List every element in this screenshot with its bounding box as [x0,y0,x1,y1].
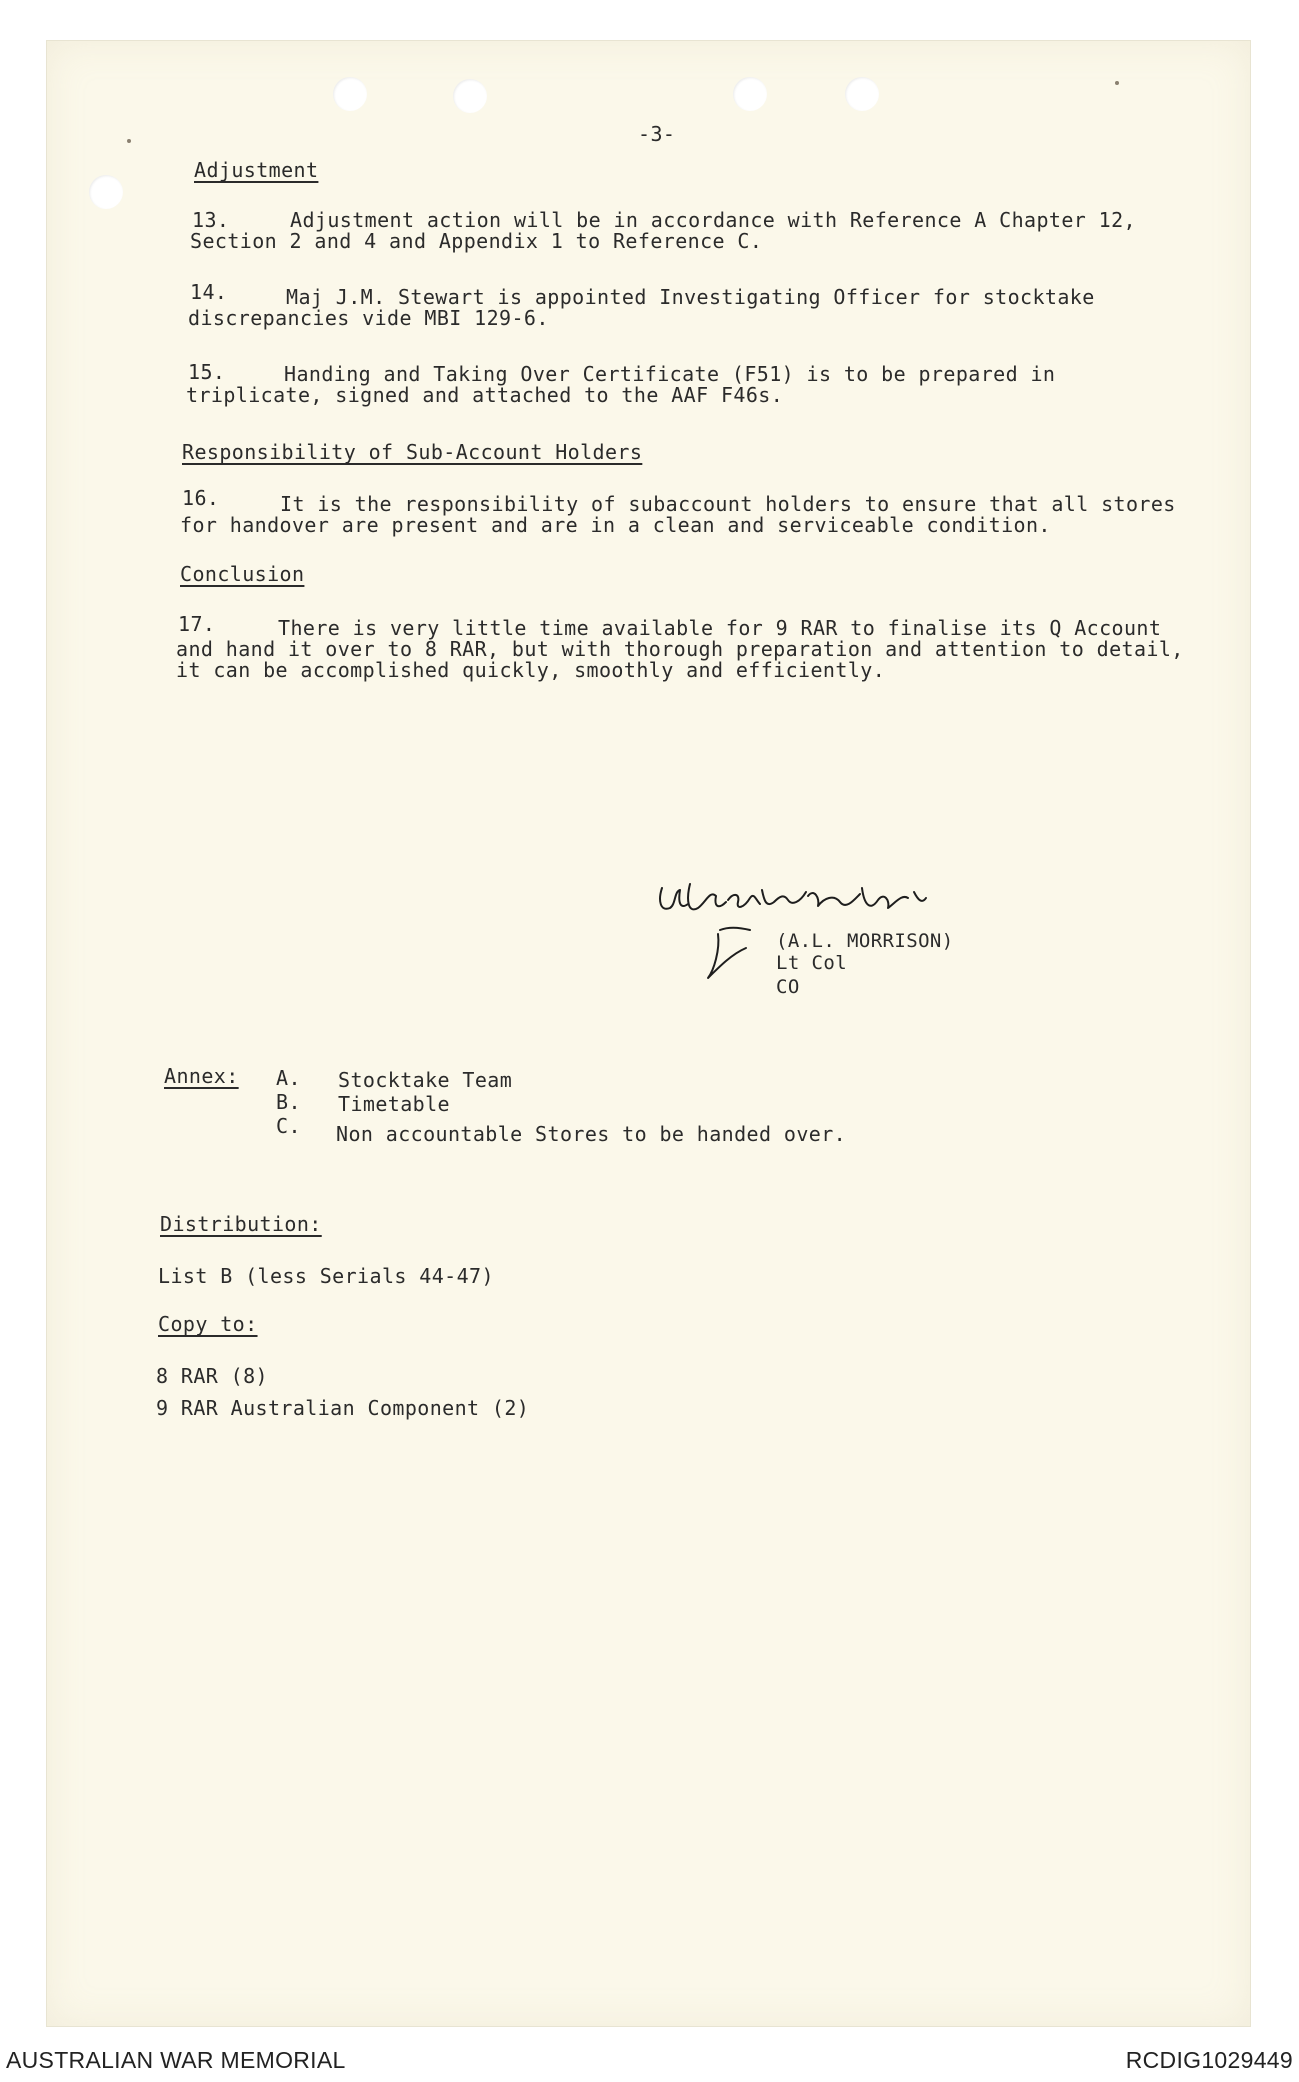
para-17-line-2: and hand it over to 8 RAR, but with thorough preparation and attention to detail, [176,637,1184,661]
punch-hole [845,77,879,111]
para-16-line-1: It is the responsibility of subaccount holders to ensure that all stores [280,492,1176,516]
para-13-line-1: Adjustment action will be in accordance with Reference A Chapter 12, [290,208,1136,232]
signatory-rank: Lt Col [776,952,848,974]
para-13-number: 13. [192,208,230,232]
paper-speck [1115,81,1119,85]
punch-hole [89,175,123,209]
para-17 [176,618,1184,681]
heading-conclusion: Conclusion [180,562,305,586]
para-17-line-3: it can be accomplished quickly, smoothly and efficiently. [176,658,886,682]
para-15-line-2: triplicate, signed and attached to the AAF F46s. [186,383,784,407]
para-14-line-1: Maj J.M. Stewart is appointed Investigating Officer for stocktake [286,285,1095,309]
para-15-line-1: Handing and Taking Over Certificate (F51) is to be prepared in [284,362,1056,386]
para-16-number: 16. [182,486,220,510]
document-page [46,40,1251,2027]
heading-adjustment: Adjustment [194,158,319,182]
para-16 [180,494,1176,536]
copy-to-item: 9 RAR Australian Component (2) [156,1396,530,1420]
annex-item-a-text: Stocktake Team [338,1068,513,1092]
para-15-number: 15. [188,360,226,384]
annex-item-c-letter: C. [276,1114,301,1138]
para-14 [188,287,1095,329]
footer-archive-name: AUSTRALIAN WAR MEMORIAL [6,2047,346,2073]
punch-hole [333,77,367,111]
annex-item-a-letter: A. [276,1066,301,1090]
signatory-name: (A.L. MORRISON) [776,930,954,952]
para-14-number: 14. [190,280,228,304]
copy-to-item: 8 RAR (8) [156,1364,268,1388]
page-number: -3- [638,122,676,146]
signatory-appointment: CO [776,976,800,998]
heading-responsibility: Responsibility of Sub-Account Holders [182,440,643,464]
footer-record-id: RCDIG1029449 [1125,2047,1293,2073]
annex-label: Annex: [164,1064,239,1088]
copy-to-label: Copy to: [158,1312,258,1336]
punch-hole [453,79,487,113]
annex-item-b-letter: B. [276,1090,301,1114]
para-16-line-2: for handover are present and are in a clean and serviceable condition. [180,513,1051,537]
paper-speck [127,139,131,143]
para-13-line-2: Section 2 and 4 and Appendix 1 to Reference C. [190,229,763,253]
para-14-line-2: discrepancies vide MBI 129-6. [188,306,549,330]
para-17-number: 17. [178,612,216,636]
para-13 [190,210,1136,252]
distribution-label: Distribution: [160,1212,322,1236]
distribution-list: List B (less Serials 44-47) [158,1264,494,1288]
para-15 [186,364,1055,406]
punch-hole [733,77,767,111]
annex-item-b-text: Timetable [338,1092,450,1116]
annex-item-c-text: Non accountable Stores to be handed over. [336,1122,847,1146]
para-17-line-1: There is very little time available for 9 RAR to finalise its Q Account [278,616,1162,640]
